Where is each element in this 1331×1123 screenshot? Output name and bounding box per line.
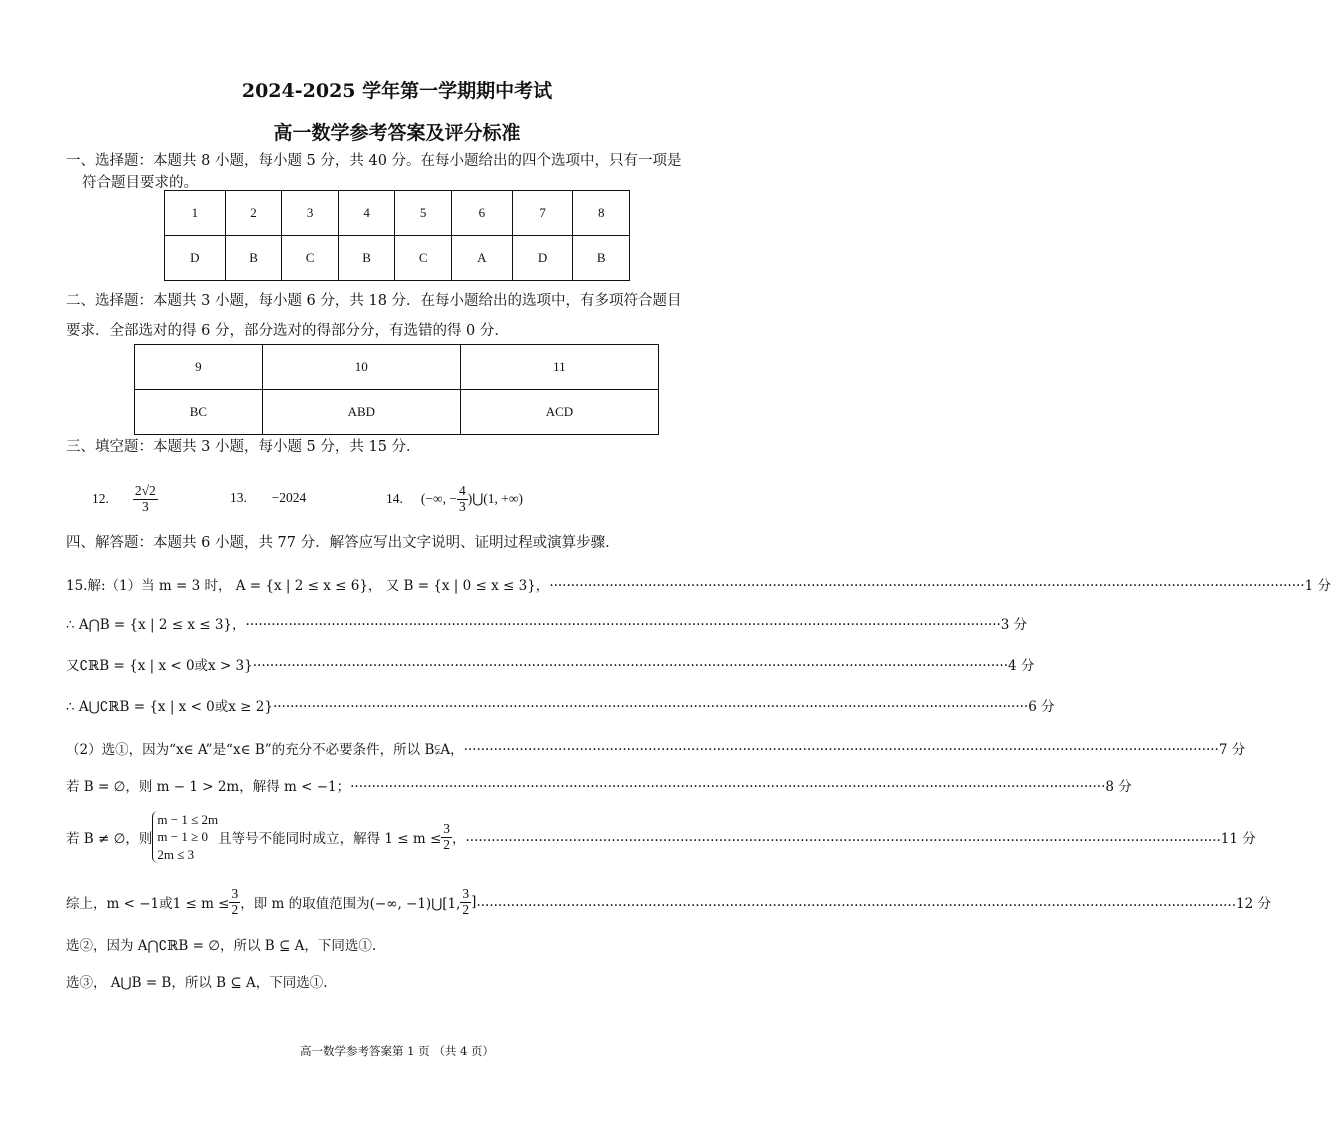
question-number: 4	[338, 191, 395, 236]
score: 12 分	[1236, 896, 1271, 912]
score: 6 分	[1028, 699, 1055, 715]
score: 1 分	[1304, 578, 1331, 594]
answer-value: −2024	[271, 490, 307, 505]
answer-cell: BC	[135, 390, 263, 435]
section4-heading: 四、解答题：本题共 6 小题，共 77 分．解答应写出文字说明、证明过程或演算步骤．	[66, 535, 620, 551]
question-number: 2	[225, 191, 282, 236]
page-footer: 高一数学参考答案第 1 页 （共 4 页）	[300, 1044, 494, 1058]
fraction: $\frac{4}{3}$	[458, 482, 466, 514]
answer-cell: B	[573, 236, 630, 281]
answer-cell: ABD	[262, 390, 460, 435]
question-number: 1	[165, 191, 226, 236]
answer-cell: B	[338, 236, 395, 281]
score: 11 分	[1220, 831, 1256, 847]
section1-heading: 一、选择题：本题共 8 小题，每小题 5 分，共 40 分。在每小题给出的四个选项中，只有一项是	[66, 153, 682, 169]
solution-line: 又∁ℝB = {x | x < 0或x > 3} ................................................................................................................................................................................ 4 分	[66, 654, 1035, 674]
fraction: $\frac{3}{2}$	[462, 885, 470, 917]
solution-line: 若 B = ∅，则 m − 1 > 2m，解得 m < −1； ................................................................................................................................................................................ 8 分	[66, 775, 1132, 795]
fraction: $\frac{3}{2}$	[231, 885, 239, 917]
section3-heading: 三、填空题：本题共 3 小题，每小题 5 分，共 15 分．	[66, 439, 421, 455]
answer-cell: D	[165, 236, 226, 281]
table-row	[165, 236, 630, 281]
answer-12	[92, 477, 158, 521]
answer-cell: C	[395, 236, 452, 281]
answer-key-title: 高一数学参考答案及评分标准	[273, 122, 521, 144]
question-number: 9	[135, 345, 263, 390]
section2-heading: 二、选择题：本题共 3 小题，每小题 6 分，共 18 分．在每小题给出的选项中，有多项符合题目	[66, 293, 682, 309]
score: 3 分	[1000, 617, 1028, 633]
answer-cell: C	[282, 236, 339, 281]
score: 8 分	[1105, 779, 1132, 795]
question-number: 5	[395, 191, 452, 236]
exam-title: 2024-2025 学年第一学期期中考试	[241, 80, 553, 102]
answer-cell: ACD	[460, 390, 658, 435]
question-number: 10	[262, 345, 460, 390]
solution-line: ∴ A⋂B = {x | 2 ≤ x ≤ 3}， ................................................................................................................................................................................ 3 分	[66, 613, 1028, 633]
answer-13	[230, 490, 306, 506]
question-number: 7	[512, 191, 573, 236]
table-row	[165, 191, 630, 236]
solution-line: 综上，m < −1或1 ≤ m ≤ $\frac{3}{2}$ ，即 m 的取值范围为(−∞, −1)⋃[1, $\frac{3}{2}$ ]. ................................................................................................................................................................................ 12 分	[66, 885, 1271, 917]
table-row	[135, 390, 659, 435]
score: 4 分	[1008, 658, 1035, 674]
fraction: $\frac{3}{2}$	[443, 820, 451, 852]
solution-line: 15.解:（1）当 m = 3 时， A = {x | 2 ≤ x ≤ 6}， 又 B = {x | 0 ≤ x ≤ 3}， ................................................................................................................................................................................ 1 分	[66, 574, 1331, 594]
solution-line: ∴ A⋃∁ℝB = {x | x < 0或x ≥ 2} ................................................................................................................................................................................ 6 分	[66, 695, 1055, 715]
solution-line: 选②，因为 A⋂∁ℝB = ∅，所以 B ⊆ A，下同选①.	[66, 938, 377, 954]
question-number: 3	[282, 191, 339, 236]
answer-14: 14. (−∞, − $\frac{4}{3}$ )⋃(1, +∞)	[386, 482, 524, 514]
section2-heading-cont: 要求．全部选对的得 6 分，部分选对的得部分分，有选错的得 0 分．	[66, 323, 509, 339]
question-number: 8	[573, 191, 630, 236]
question-number: 6	[451, 191, 512, 236]
answer-cell: B	[225, 236, 282, 281]
answer-label: 13.	[230, 490, 247, 505]
section1-heading-cont: 符合题目要求的。	[82, 175, 198, 191]
multi-choice-answer-table	[134, 344, 659, 435]
score: 7 分	[1218, 742, 1246, 758]
solution-line: 选③， A⋃B = B，所以 B ⊆ A，下同选①.	[66, 975, 328, 991]
solution-line: （2）选①，因为“x∈ A”是“x∈ B”的充分不必要条件，所以 B⫋A， ................................................................................................................................................................................ 7 分	[66, 738, 1246, 758]
answer-cell: D	[512, 236, 573, 281]
fraction: $\frac{2√2}{3}$	[134, 482, 156, 514]
answer-label: 12.	[92, 491, 109, 506]
table-row	[135, 345, 659, 390]
inequality-system: m − 1 ≤ 2m m − 1 ≥ 0 2m ≤ 3	[152, 811, 218, 864]
choice-answer-table	[164, 190, 630, 281]
solution-line: 若 B ≠ ∅，则 m − 1 ≤ 2m m − 1 ≥ 0 2m ≤ 3 且等号不能同时成立，解得 1 ≤ m ≤ $\frac{3}{2}$ ， ................................................................................................................................................................................ 11 分	[66, 811, 1256, 862]
answer-label: 14.	[386, 491, 403, 506]
question-number: 11	[460, 345, 658, 390]
answer-cell: A	[451, 236, 512, 281]
